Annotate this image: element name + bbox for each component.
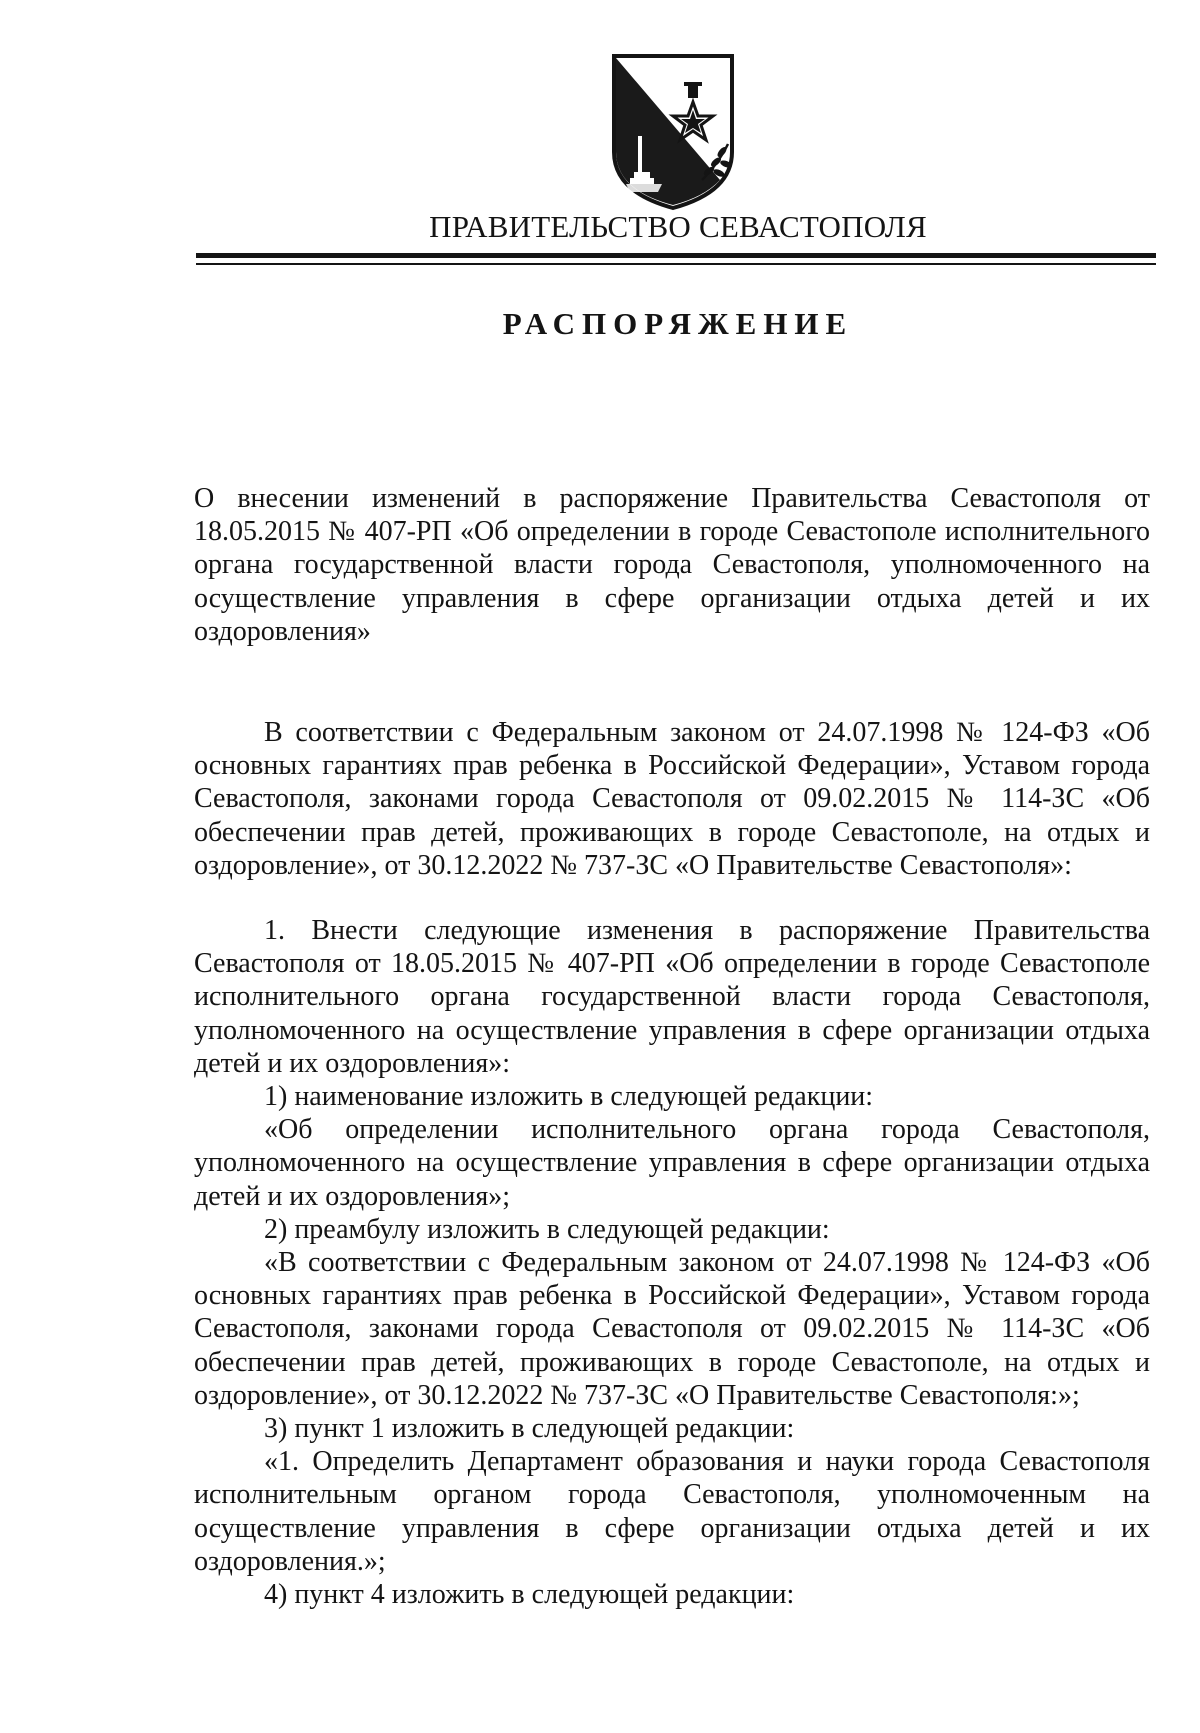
preamble-paragraph: В соответствии с Федеральным законом от 24.07.1998 № 124-ФЗ «Об основных гарантиях прав ребенка в Российской Федерации», Уставом города Севастополя, законами города Севастополя от 09.02.2015 № 114-ЗС «Об обеспечении прав детей, проживающих в городе Севастополе, на отдых и оздоровление», от 30.12.2022 № 737-ЗС «О Правительстве Севастополя»:: [194, 717, 1150, 881]
sevastopol-coat-of-arms-icon: [608, 52, 738, 212]
subclause-4: 4) пункт 4 изложить в следующей редакции:: [264, 1579, 795, 1611]
paragraph-spacer: [194, 882, 1150, 914]
subclause-3: 3) пункт 1 изложить в следующей редакции:: [264, 1413, 795, 1445]
document-subject: [194, 482, 1150, 648]
subject-text: О внесении изменений в распоряжение Правительства Севастополя от 18.05.2015 № 407-РП «Об определении в городе Севастополе исполнительного органа государственной власти города Севастополя, уполномоченного на осуществление управления в сфере организации отдыха детей и их оздоровления»: [194, 483, 1150, 647]
subclause-3-text: «1. Определить Департамент образования и науки города Севастополя исполнительным органом города Севастополя, уполномоченным на осуществление управления в сфере организации отдыха детей и их оздоровления.»;: [194, 1446, 1150, 1577]
header-rule-thick: [196, 253, 1156, 258]
subclause-1: 1) наименование изложить в следующей редакции:: [264, 1081, 874, 1113]
document-type-heading: РАСПОРЯЖЕНИЕ: [502, 306, 854, 341]
document-body: [194, 716, 1150, 1611]
clause-1: 1. Внести следующие изменения в распоряжение Правительства Севастополя от 18.05.2015 № 407-РП «Об определении в городе Севастополе исполнительного органа государственной власти города Севастополя, уполномоченного на осуществление управления в сфере организации отдыха детей и их оздоровления»:: [194, 915, 1150, 1079]
organization-title: ПРАВИТЕЛЬСТВО СЕВАСТОПОЛЯ: [429, 209, 927, 244]
subclause-2: 2) преамбулу изложить в следующей редакции:: [264, 1213, 830, 1245]
header-rule-thin: [196, 263, 1156, 265]
subclause-1-text: «Об определении исполнительного органа города Севастополя, уполномоченного на осуществление управления в сфере организации отдыха детей и их оздоровления»;: [194, 1114, 1150, 1212]
subclause-2-text: «В соответствии с Федеральным законом от 24.07.1998 № 124-ФЗ «Об основных гарантиях прав ребенка в Российской Федерации», Уставом города Севастополя, законами города Севастополя от 09.02.2015 № 114-ЗС «Об обеспечении прав детей, проживающих в городе Севастополе, на отдых и оздоровление», от 30.12.2022 № 737-ЗС «О Правительстве Севастополя:»;: [194, 1247, 1150, 1411]
